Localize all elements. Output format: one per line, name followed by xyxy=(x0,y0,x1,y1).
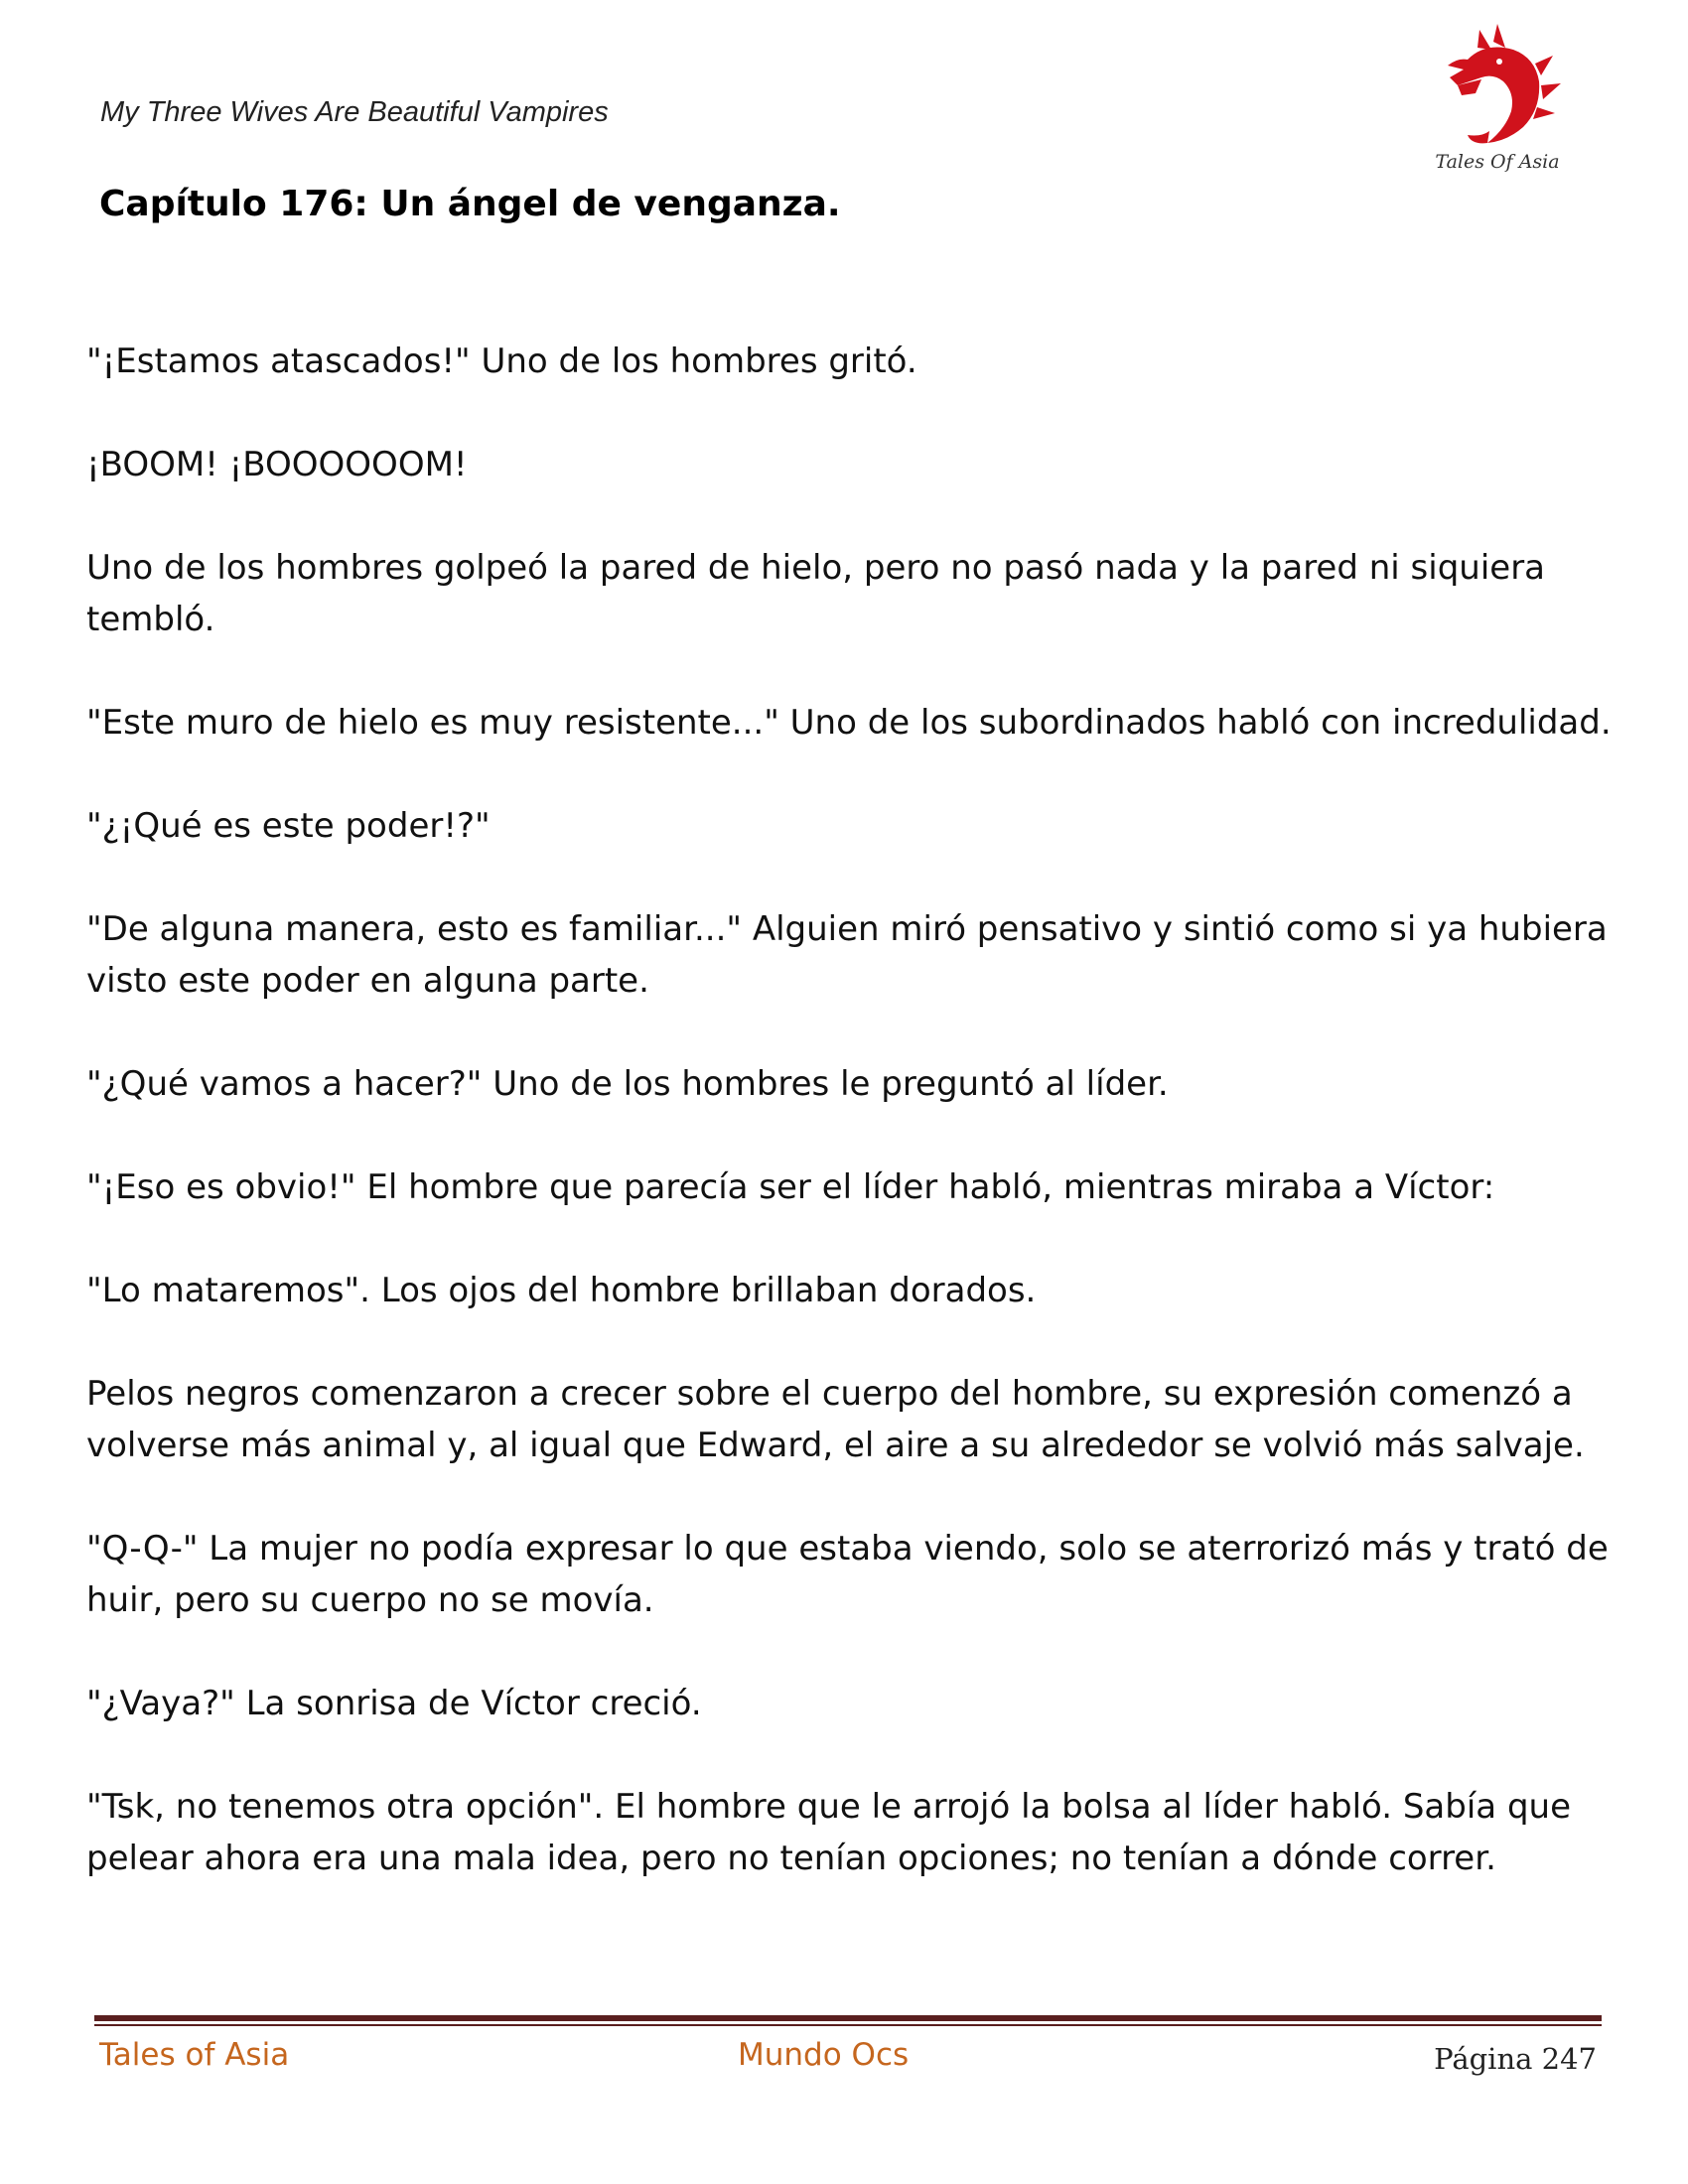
footer-section-name: Mundo Ocs xyxy=(738,2037,910,2073)
paragraph: "¡Eso es obvio!" El hombre que parecía ser el líder habló, mientras miraba a Víctor: xyxy=(86,1167,1495,1207)
paragraph: ¡BOOM! ¡BOOOOOOM! xyxy=(86,445,468,484)
paragraph: "Q-Q-" La mujer no podía expresar lo que estaba viendo, solo se aterrorizó más y trató de huir, pero su cuerpo no se movía. xyxy=(86,1529,1609,1620)
footer-site-name: Tales of Asia xyxy=(99,2037,290,2073)
logo-text: Tales Of Asia xyxy=(1435,151,1560,173)
book-title: My Three Wives Are Beautiful Vampires xyxy=(100,96,609,128)
red-dragon-icon xyxy=(1428,20,1567,154)
page-number: Página 247 xyxy=(1434,2042,1597,2076)
footer-divider xyxy=(94,2015,1602,2026)
site-logo xyxy=(1428,20,1567,184)
paragraph: "¿Qué vamos a hacer?" Uno de los hombres le preguntó al líder. xyxy=(86,1064,1169,1104)
paragraph: "¿¡Qué es este poder!?" xyxy=(86,806,491,846)
paragraph: "¡Estamos atascados!" Uno de los hombres gritó. xyxy=(86,341,917,381)
paragraph: "Este muro de hielo es muy resistente..." Uno de los subordinados habló con incredulidad. xyxy=(86,703,1612,743)
paragraph: "¿Vaya?" La sonrisa de Víctor creció. xyxy=(86,1684,702,1723)
paragraph: Pelos negros comenzaron a crecer sobre el cuerpo del hombre, su expresión comenzó a volverse más animal y, al igual que Edward, el aire a su alrededor se volvió más salvaje. xyxy=(86,1374,1585,1465)
paragraph: "Lo mataremos". Los ojos del hombre brillaban dorados. xyxy=(86,1271,1037,1310)
chapter-title: Capítulo 176: Un ángel de venganza. xyxy=(99,184,841,224)
paragraph: "De alguna manera, esto es familiar..." Alguien miró pensativo y sintió como si ya hubiera visto este poder en alguna parte. xyxy=(86,909,1608,1001)
paragraph: Uno de los hombres golpeó la pared de hielo, pero no pasó nada y la pared ni siquiera tembló. xyxy=(86,548,1546,639)
paragraph: "Tsk, no tenemos otra opción". El hombre que le arrojó la bolsa al líder habló. Sabía que pelear ahora era una mala idea, pero no tenían opciones; no tenían a dónde correr. xyxy=(86,1787,1571,1878)
chapter-body xyxy=(86,336,1616,1936)
